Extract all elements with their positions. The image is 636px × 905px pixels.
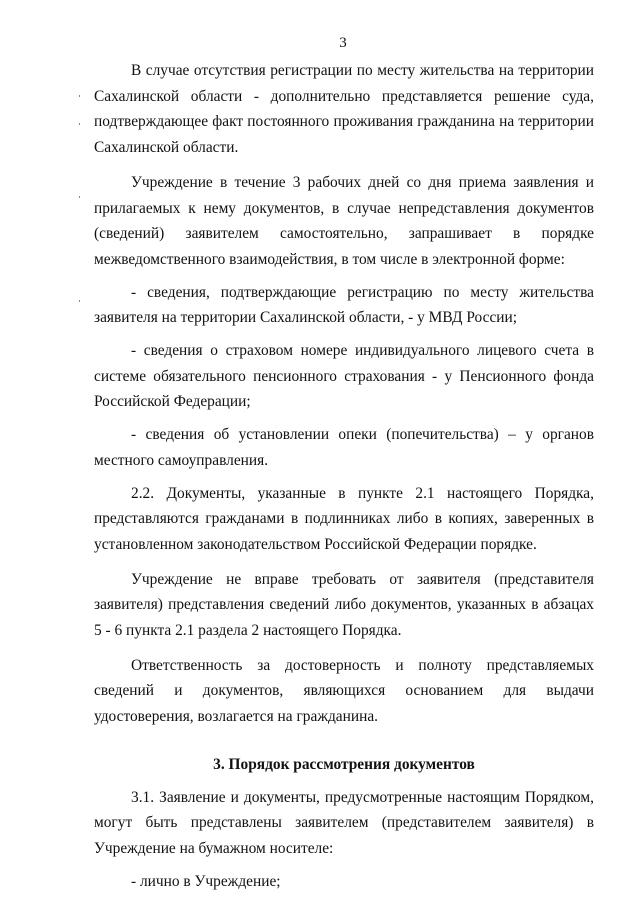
paragraph-responsibility: Ответственность за достоверность и полноту представляемых сведений и документов, являющихся основанием для выдачи удостоверения, возлагается на гражданина. bbox=[94, 656, 594, 726]
scan-mark bbox=[79, 196, 80, 198]
paragraph-not-entitled: Учреждение не вправе требовать от заявителя (представителя заявителя) представления сведений либо документов, указанных в абзацах 5 - 6 пункта 2.1 раздела 2 настоящего Порядка. bbox=[94, 570, 594, 640]
paragraph-2-2: 2.2. Документы, указанные в пункте 2.1 настоящего Порядка, представляются гражданами в подлинниках либо в копиях, заверенных в установленном законодательством Российской Федерации порядке. bbox=[94, 484, 594, 553]
scan-mark bbox=[79, 95, 80, 97]
list-item-guardianship: - сведения об установлении опеки (попечительства) – у органов местного самоуправления. bbox=[94, 426, 594, 469]
document-body bbox=[94, 58, 594, 894]
section-3-heading: 3. Порядок рассмотрения документов bbox=[213, 755, 475, 773]
list-item-mvd: - сведения, подтверждающие регистрацию по месту жительства заявителя на территории Сахалинской области, - у МВД России; bbox=[94, 283, 594, 327]
scan-mark bbox=[79, 123, 80, 125]
page-number: 3 bbox=[339, 35, 347, 51]
paragraph-interagency-request: Учреждение в течение 3 рабочих дней со дня приема заявления и прилагаемых к нему документов, в случае непредставления документов (сведений) заявителем самостоятельно, запрашивает в порядке межведомственного взаимодействия, в том числе в электронной форме: bbox=[94, 173, 594, 268]
list-item-in-person: - лично в Учреждение; bbox=[131, 872, 281, 890]
scan-mark bbox=[79, 300, 80, 302]
paragraph-3-1: 3.1. Заявление и документы, предусмотренные настоящим Порядком, могут быть представлены заявителем (представителем заявителя) в Учреждение на бумажном носителе: bbox=[94, 788, 594, 857]
list-item-pension-fund: - сведения о страховом номере индивидуального лицевого счета в системе обязательного пенсионного страхования - у Пенсионного фонда Российской Федерации; bbox=[94, 342, 594, 411]
paragraph-no-registration: В случае отсутствия регистрации по месту жительства на территории Сахалинской области - дополнительно представляется решение суда, подтверждающее факт постоянного проживания гражданина на территории Сахалинской области. bbox=[94, 62, 594, 157]
